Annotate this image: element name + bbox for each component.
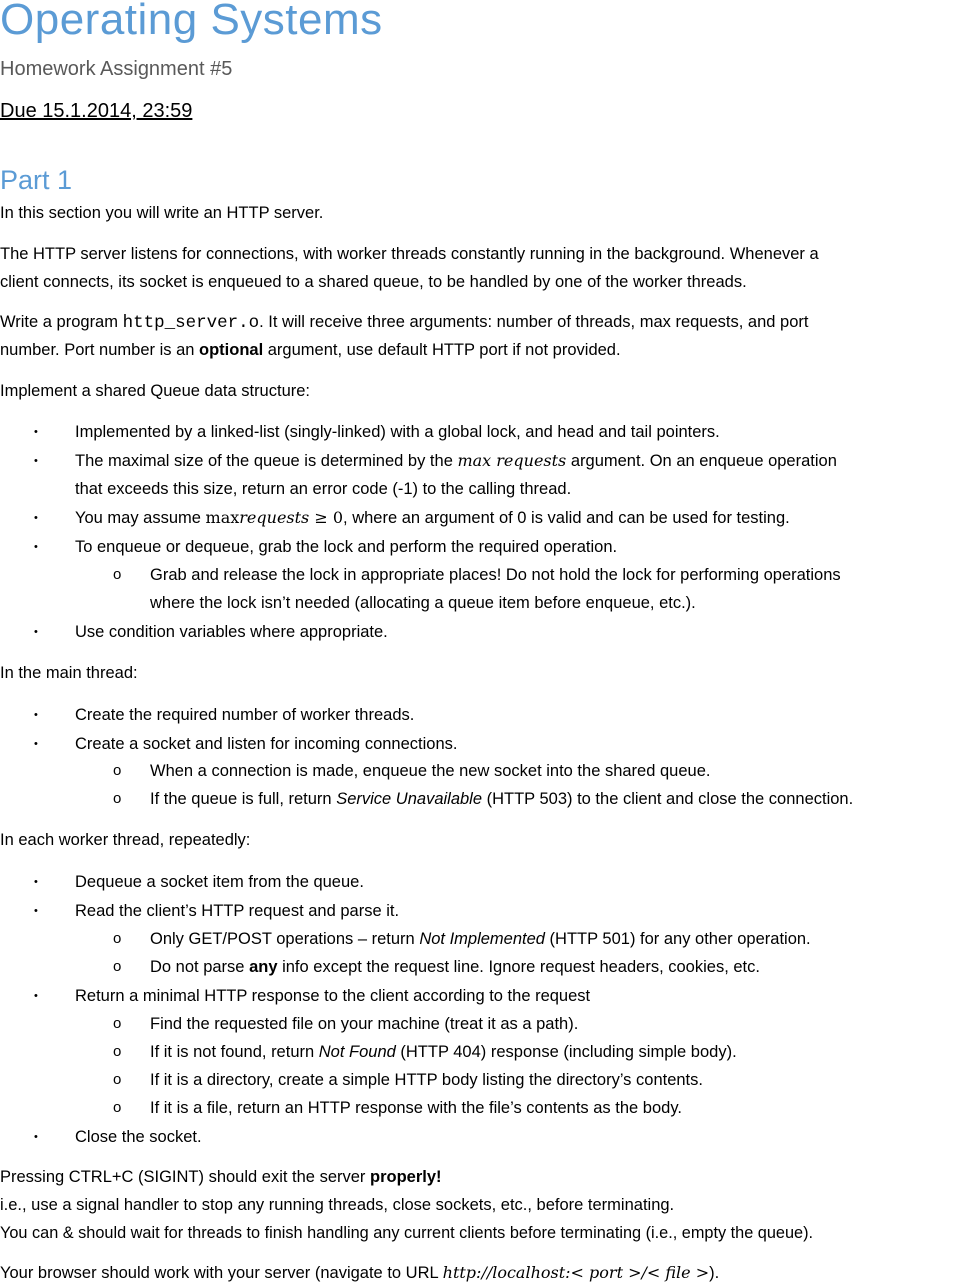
program-name-code: http_server.o	[122, 313, 260, 333]
sub-bullet-icon: o	[113, 1015, 122, 1032]
italic-text: Not Implemented	[419, 930, 545, 948]
sub-bullet-icon: o	[113, 1043, 122, 1060]
text-run: If the queue is full, return	[150, 790, 337, 808]
sub-list-item: Grab and release the lock in appropriate places! Do not hold the lock for performing operations	[150, 566, 841, 584]
bullet-icon: •	[34, 626, 38, 638]
paragraph-line	[0, 1262, 719, 1284]
bullet-icon: •	[34, 738, 38, 750]
text-run: Pressing CTRL+C (SIGINT) should exit the server	[0, 1168, 370, 1186]
sub-list-item	[150, 956, 760, 978]
sub-bullet-icon: o	[113, 566, 122, 583]
list-heading: Implement a shared Queue data structure:	[0, 382, 311, 400]
list-item	[75, 450, 837, 472]
sub-bullet-icon: o	[113, 1071, 122, 1088]
bullet-icon: •	[34, 512, 38, 524]
sub-list-item-continuation: where the lock isn’t needed (allocating a queue item before enqueue, etc.).	[150, 594, 696, 612]
list-item: Dequeue a socket item from the queue.	[75, 873, 364, 891]
list-item	[75, 507, 790, 529]
sub-list-item	[150, 788, 853, 810]
paragraph-line	[0, 1166, 442, 1188]
bullet-icon: •	[34, 1131, 38, 1143]
sub-bullet-icon: o	[113, 958, 122, 975]
text-run: number. Port number is an	[0, 341, 200, 359]
bullet-icon: •	[34, 541, 38, 553]
text-run: (HTTP 503) to the client and close the connection.	[482, 790, 854, 808]
list-item: Use condition variables where appropriate.	[75, 623, 388, 641]
sub-list-item: Find the requested file on your machine (treat it as a path).	[150, 1015, 579, 1033]
text-run: , where an argument of 0 is valid and can be used for testing.	[343, 509, 790, 527]
list-heading: In the main thread:	[0, 664, 138, 682]
text-run: argument. On an enqueue operation	[566, 452, 837, 470]
bullet-icon: •	[34, 876, 38, 888]
text-run: Your browser should work with your server (navigate to URL	[0, 1264, 443, 1282]
sub-list-item	[150, 1041, 737, 1063]
text-run: argument, use default HTTP port if not provided.	[263, 341, 621, 359]
list-item: To enqueue or dequeue, grab the lock and perform the required operation.	[75, 538, 618, 556]
list-item: Create the required number of worker threads.	[75, 706, 415, 724]
list-item: Implemented by a linked-list (singly-linked) with a global lock, and head and tail pointers.	[75, 423, 720, 441]
intro-paragraph: In this section you will write an HTTP server.	[0, 204, 324, 222]
list-item-continuation: that exceeds this size, return an error code (-1) to the calling thread.	[75, 480, 572, 498]
text-run: Do not parse	[150, 958, 250, 976]
url-math-expression: http://localhost:< port >/< file >	[442, 1263, 710, 1282]
sub-bullet-icon: o	[113, 762, 122, 779]
due-date: Due 15.1.2014, 23:59	[0, 100, 193, 122]
bullet-icon: •	[34, 455, 38, 467]
math-expression: max requests	[457, 451, 567, 470]
sub-bullet-icon: o	[113, 930, 122, 947]
bullet-icon: •	[34, 709, 38, 721]
list-item: Create a socket and listen for incoming connections.	[75, 735, 458, 753]
list-heading: In each worker thread, repeatedly:	[0, 831, 251, 849]
italic-text: Not Found	[318, 1043, 396, 1061]
text-run: Only GET/POST operations – return	[150, 930, 420, 948]
list-item: Read the client’s HTTP request and parse it.	[75, 902, 400, 920]
paragraph-line: You can & should wait for threads to finish handling any current clients before terminating (i.e., empty the queue).	[0, 1224, 814, 1242]
page-subtitle: Homework Assignment #5	[0, 58, 233, 80]
page-title: Operating Systems	[0, 0, 383, 44]
text-run: If it is not found, return	[150, 1043, 319, 1061]
text-run: ).	[709, 1264, 720, 1282]
text-run: You may assume	[75, 509, 206, 527]
section-heading: Part 1	[0, 165, 73, 195]
math-expression: max	[205, 508, 240, 527]
text-run: (HTTP 404) response (including simple body).	[395, 1043, 737, 1061]
text-run: The maximal size of the queue is determined by the	[75, 452, 458, 470]
sub-list-item: If it is a file, return an HTTP response with the file’s contents as the body.	[150, 1099, 682, 1117]
text-run: info except the request line. Ignore request headers, cookies, etc.	[277, 958, 760, 976]
paragraph-line: The HTTP server listens for connections, with worker threads constantly running in the background. Whenever a	[0, 245, 819, 263]
bullet-icon: •	[34, 905, 38, 917]
bullet-icon: •	[34, 426, 38, 438]
sub-list-item	[150, 928, 811, 950]
math-expression: requests	[239, 508, 310, 527]
text-run: . It will receive three arguments: number of threads, max requests, and port	[259, 313, 809, 331]
text-run: Write a program	[0, 313, 123, 331]
paragraph-line: i.e., use a signal handler to stop any running threads, close sockets, etc., before terminating.	[0, 1196, 675, 1214]
text-run: (HTTP 501) for any other operation.	[544, 930, 811, 948]
math-expression: ≥ 0	[309, 508, 344, 527]
bullet-icon: •	[34, 990, 38, 1002]
sub-list-item: If it is a directory, create a simple HTTP body listing the directory’s contents.	[150, 1071, 703, 1089]
list-item: Close the socket.	[75, 1128, 202, 1146]
sub-bullet-icon: o	[113, 790, 122, 807]
bold-text: properly!	[370, 1168, 442, 1186]
sub-list-item: When a connection is made, enqueue the new socket into the shared queue.	[150, 762, 711, 780]
bold-text: optional	[199, 341, 264, 359]
list-item: Return a minimal HTTP response to the client according to the request	[75, 987, 591, 1005]
paragraph-line: client connects, its socket is enqueued to a shared queue, to be handled by one of the worker threads.	[0, 273, 747, 291]
paragraph-line	[0, 339, 621, 361]
sub-bullet-icon: o	[113, 1099, 122, 1116]
paragraph-line	[0, 311, 808, 334]
italic-text: Service Unavailable	[336, 790, 483, 808]
bold-text: any	[249, 958, 278, 976]
